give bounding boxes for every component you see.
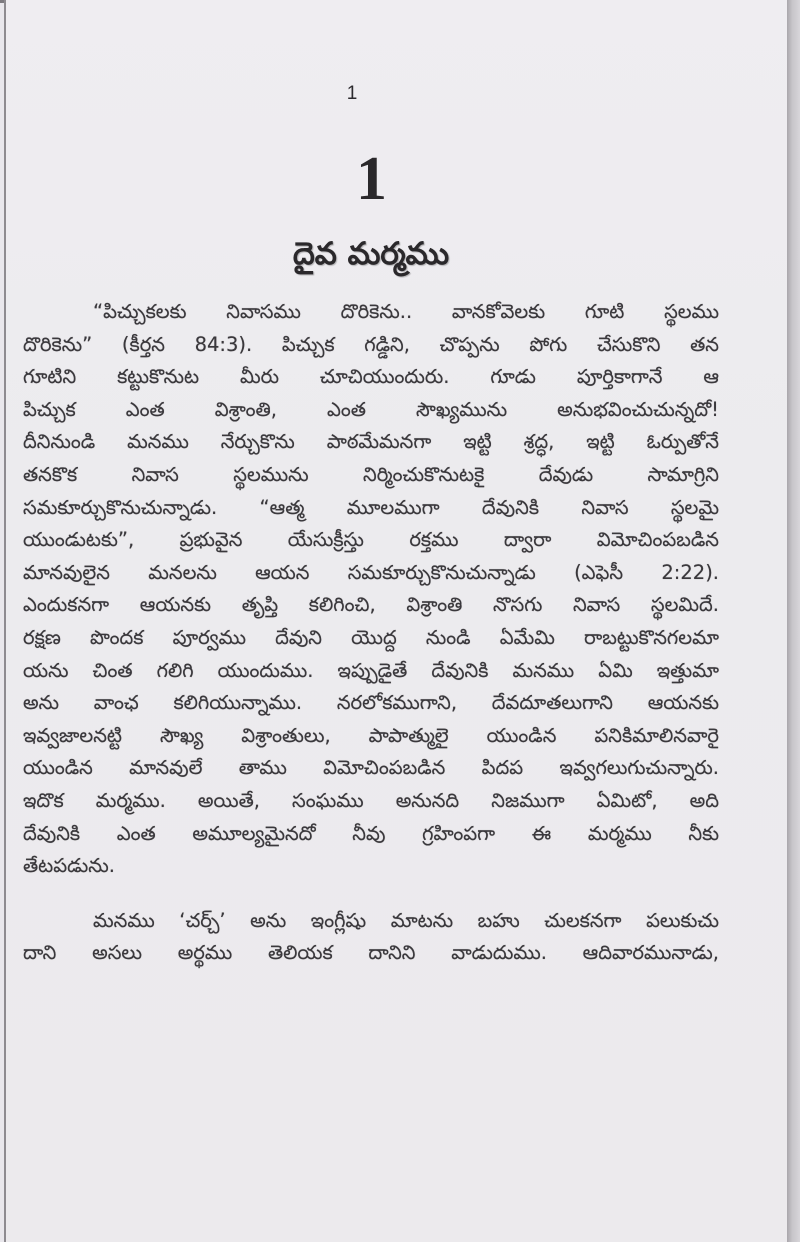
scan-right-edge (787, 0, 800, 1242)
text-line: యను చింత గలిగి యుందుము. ఇప్పుడైతే దేవునికి మనము ఏమి ఇత్తుమా (23, 658, 719, 682)
text-line: యుండుటకు”, ప్రభువైన యేసుక్రీస్తు రక్తము ద్వారా విమోచింపబడిన (23, 528, 719, 552)
text-line: ఇదొక మర్మము. అయితే, సంఘము అనునది నిజముగా ఏమిటో, అది (23, 788, 719, 812)
text-line: దొరికెను” (కీర్తన 84:3). పిచ్చుక గడ్డిని, చొప్పను పోగు చేసుకొని తన (23, 332, 719, 356)
chapter-title: దైవ మర్మము (292, 236, 450, 272)
paragraph-2 (23, 905, 719, 970)
paragraph-gap (23, 883, 719, 905)
text-line: తేటపడును. (23, 854, 115, 878)
text-line: అను వాంఛ కలిగియున్నాము. నరలోకముగాని, దేవదూతలుగాని ఆయనకు (23, 691, 719, 715)
body-text (23, 296, 719, 970)
text-line: రక్షణ పొందక పూర్వము దేవుని యొద్ద నుండి ఏమేమి రాబట్టుకొనగలమా (23, 625, 719, 649)
chapter-number: 1 (356, 145, 386, 213)
paragraph-1 (23, 296, 719, 883)
text-line: మనము ‘చర్చ్’ అను ఇంగ్లీషు మాటను బహు చులకనగా పలుకుచు (93, 908, 719, 932)
text-line: “పిచ్చుకలకు నివాసము దొరికెను.. వానకోవెలకు గూటి స్థలము (93, 300, 719, 323)
text-line: తనకొక నివాస స్థలమును నిర్మించుకొనుటకై దేవుడు సామాగ్రిని (23, 462, 719, 486)
text-line: దేవునికి ఎంత అమూల్యమైనదో నీవు గ్రహింపగా ఈ మర్మము నీకు (23, 821, 719, 845)
text-line: గూటిని కట్టుకొనుట మీరు చూచియుందురు. గూడు పూర్తికాగానే ఆ (23, 365, 719, 389)
text-line: సమకూర్చుకొనుచున్నాడు. “ఆత్మ మూలముగా దేవునికి నివాస స్థలమై (23, 495, 719, 519)
text-line: దీనినుండి మనము నేర్చుకొను పాఠమేమనగా ఇట్టి శ్రద్ధ, ఇట్టి ఓర్పుతోనే (23, 430, 719, 454)
text-line: పిచ్చుక ఎంత విశ్రాంతి, ఎంత సౌఖ్యమును అనుభవించుచున్నదో! (23, 397, 719, 421)
text-line: ఎందుకనగా ఆయనకు తృప్తి కలిగించి, విశ్రాంతి నొసగు నివాస స్థలమిదే. (23, 593, 719, 617)
text-line: యుండిన మానవులే తాము విమోచింపబడిన పిదప ఇవ్వగలుగుచున్నారు. (23, 756, 719, 780)
text-line: మానవులైన మనలను ఆయన సమకూర్చుకొనుచున్నాడు (ఎఫెసీ 2:22). (23, 560, 719, 584)
page-number: 1 (346, 83, 358, 104)
text-line: ఇవ్వజాలనట్టి సౌఖ్య విశ్రాంతులు, పాపాత్ములై యుండిన పనికిమాలినవారై (23, 723, 719, 747)
text-line: దాని అసలు అర్థము తెలియక దానిని వాడుదుము. ఆదివారమునాడు, (23, 941, 719, 965)
book-page (4, 0, 789, 1242)
